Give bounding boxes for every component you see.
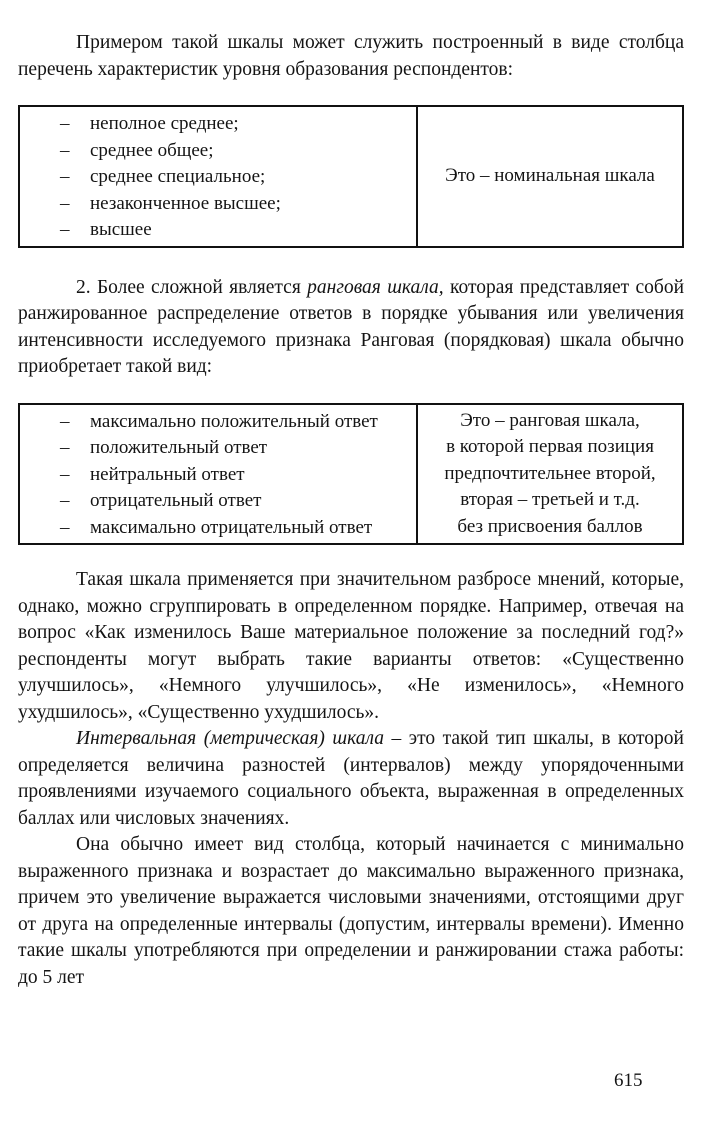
paragraph-text: которая представляет собой ранжированное распределение ответов в порядке убывания или увеличения интенсивности исследуемого признака Ранговая (порядковая) шкала обычно приобретает такой вид: bbox=[18, 276, 684, 377]
dash-mark: – bbox=[60, 113, 70, 134]
list-item bbox=[30, 515, 410, 542]
paragraph-text: – это такой тип шкалы, в которой определяется величина разностей (интервалов) между упорядоченными проявлениями изучаемого социального объекта, выраженная в определенных баллах или числовых значениях. bbox=[18, 728, 684, 829]
rank-scale-list bbox=[30, 409, 410, 542]
dash-mark: – bbox=[60, 166, 70, 187]
list-item-text: среднее специальное; bbox=[90, 166, 266, 187]
list-item-text: максимально положительный ответ bbox=[90, 410, 378, 432]
list-item-text: неполное среднее; bbox=[90, 113, 239, 134]
list-item bbox=[30, 435, 410, 462]
rank-scale-note bbox=[417, 404, 683, 545]
rank-scale-usage-paragraph: Такая шкала применяется при значительном разбросе мнений, которые, однако, можно сгруппировать в определенном порядке. Например, отвечая на вопрос «Как изменилось Ваше материальное положение за последний год?» респонденты могут выбрать такие варианты ответов: «Существенно улучшилось», «Немного улучшилось», «Не изменилось», «Немного ухудшилось», «Существенно ухудшилось». bbox=[18, 569, 684, 723]
note-line: без присвоения баллов bbox=[457, 515, 643, 537]
note-line: в которой первая позиция bbox=[446, 436, 654, 457]
interval-scale-term: Интервальная (метрическая) шкала bbox=[76, 728, 385, 749]
list-item bbox=[30, 191, 410, 218]
dash-mark: – bbox=[60, 490, 70, 511]
rank-scale-table bbox=[18, 403, 684, 546]
list-item-text: высшее bbox=[90, 219, 152, 240]
list-item bbox=[30, 217, 410, 244]
paragraph-text: 2. Более сложной является bbox=[76, 276, 308, 298]
dash-mark: – bbox=[60, 139, 70, 161]
intro-paragraph: Примером такой шкалы может служить построенный в виде столбца перечень характеристик уровня образования респондентов: bbox=[18, 32, 684, 80]
nominal-scale-table bbox=[18, 105, 684, 248]
list-item-text: среднее общее; bbox=[90, 139, 214, 161]
list-item-text: отрицательный ответ bbox=[90, 490, 262, 511]
rank-scale-term: ранговая шкала, bbox=[307, 276, 444, 298]
rank-scale-paragraph bbox=[18, 275, 684, 381]
dash-mark: – bbox=[60, 463, 70, 485]
list-item-text: незаконченное высшее; bbox=[90, 192, 281, 214]
page-number: 615 bbox=[614, 1070, 643, 1091]
rank-scale-items-cell bbox=[19, 404, 417, 545]
list-item bbox=[30, 138, 410, 165]
page-content bbox=[18, 30, 684, 991]
list-item-text: нейтральный ответ bbox=[90, 463, 245, 485]
dash-mark: – bbox=[60, 410, 70, 432]
nominal-scale-note: Это – номинальная шкала bbox=[417, 106, 683, 247]
note-line: Это – ранговая шкала, bbox=[460, 409, 640, 431]
interval-scale-paragraph bbox=[18, 726, 684, 832]
nominal-scale-list bbox=[30, 111, 410, 244]
nominal-scale-items-cell bbox=[19, 106, 417, 247]
list-item bbox=[30, 111, 410, 138]
interval-scale-form-paragraph: Она обычно имеет вид столбца, который начинается с минимально выраженного признака и возрастает до максимально выраженного признака, причем это увеличение выражается числовыми значениями, отстоящими друг от друга на определенные интервалы (допустим, интервалы времени). Именно такие шкалы употребляются при определении и ранжировании стажа работы: до 5 лет bbox=[18, 834, 684, 988]
dash-mark: – bbox=[60, 516, 70, 538]
list-item-text: положительный ответ bbox=[90, 437, 268, 458]
note-line: предпочтительнее второй, bbox=[444, 462, 656, 484]
list-item bbox=[30, 462, 410, 489]
dash-mark: – bbox=[60, 192, 70, 214]
list-item bbox=[30, 409, 410, 436]
list-item bbox=[30, 488, 410, 515]
dash-mark: – bbox=[60, 437, 70, 458]
note-line: вторая – третьей и т.д. bbox=[460, 489, 640, 510]
list-item bbox=[30, 164, 410, 191]
dash-mark: – bbox=[60, 219, 70, 240]
list-item-text: максимально отрицательный ответ bbox=[90, 516, 373, 538]
